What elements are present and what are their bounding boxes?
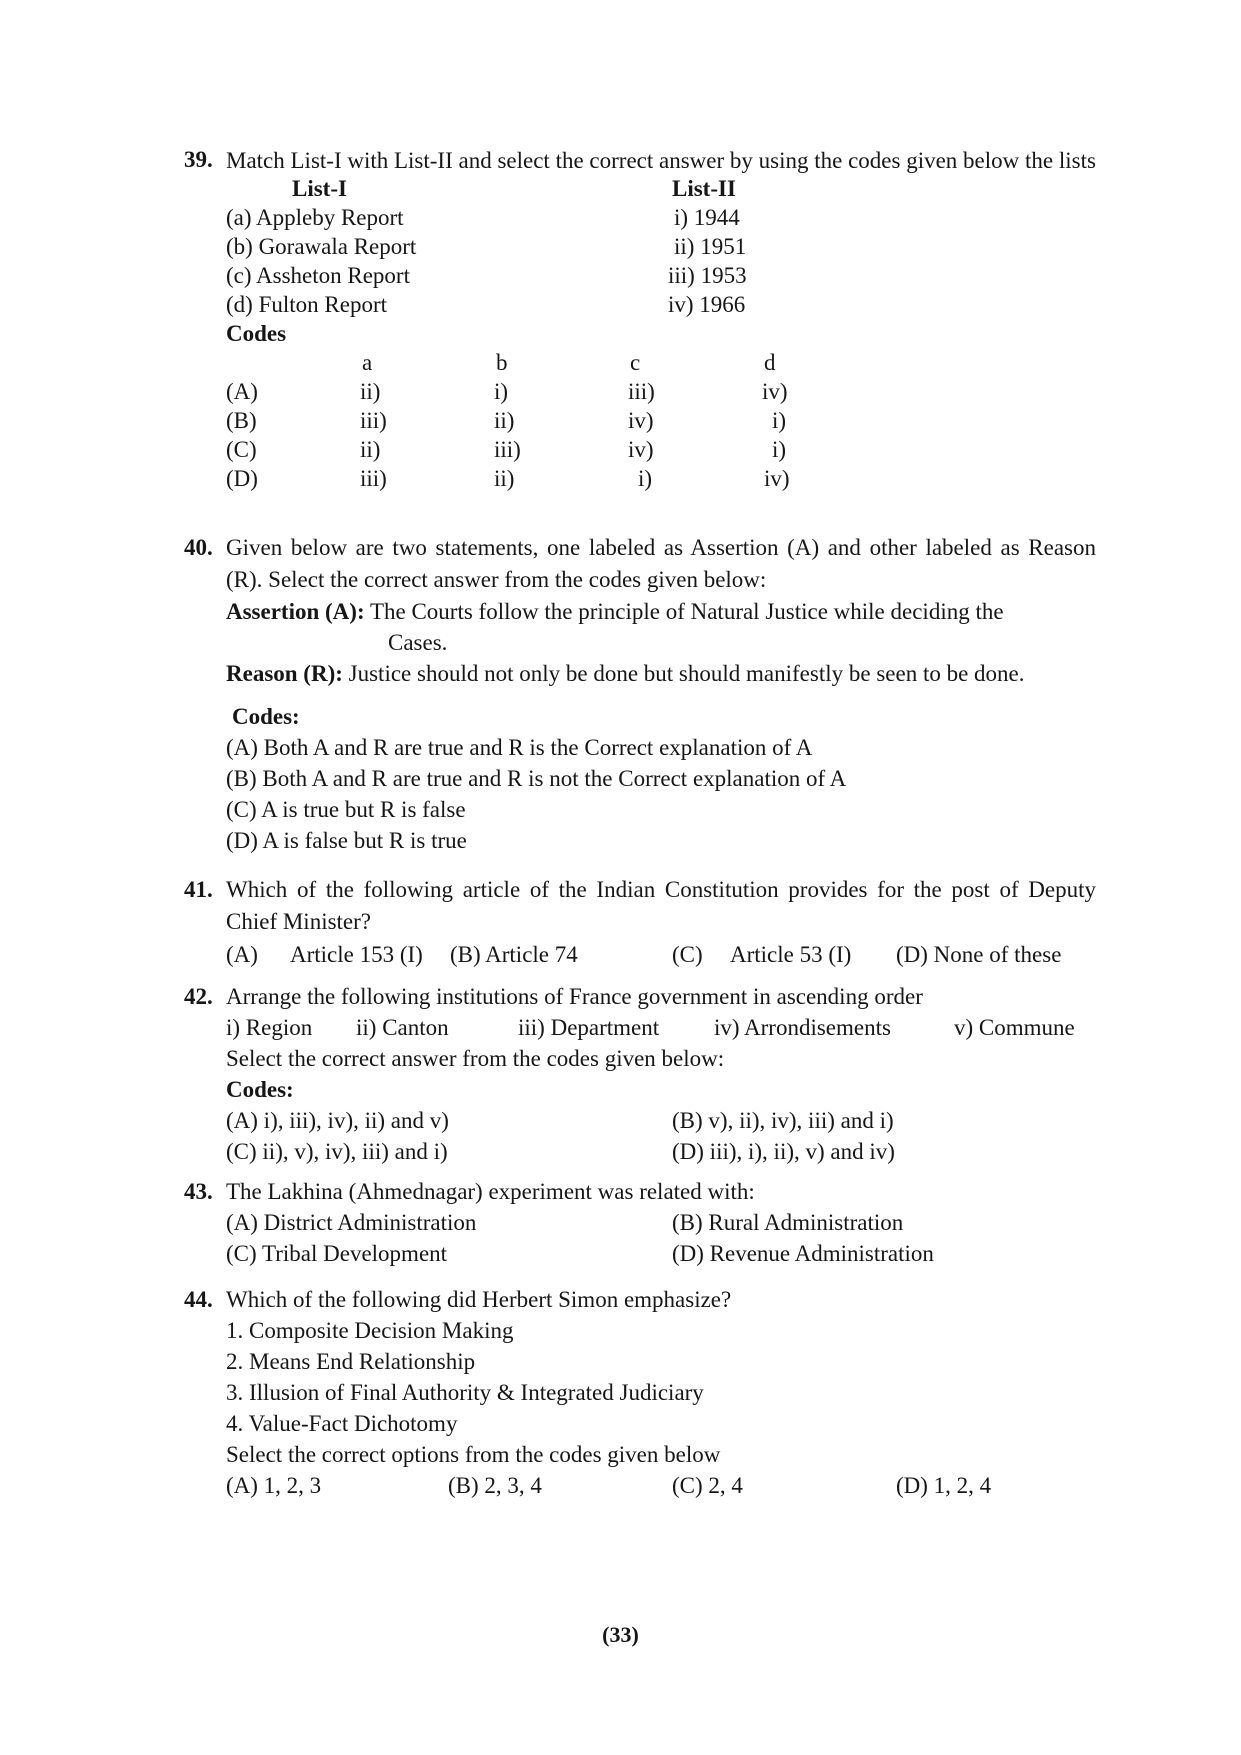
code-option: (C) (226, 437, 257, 462)
code-val: iii) (360, 408, 387, 433)
list1-item: (a) Appleby Report (226, 205, 404, 230)
question-43 (186, 1176, 1096, 1269)
code-col: b (496, 350, 508, 375)
option: (D) 1, 2, 4 (896, 1473, 992, 1498)
question-text: Which of the following article of the Indian Constitution provides for the post of Deputy Chief Minister? (226, 877, 1096, 934)
item: 3. Illusion of Final Authority & Integrated Judiciary (226, 1380, 704, 1405)
option: (A) i), iii), iv), ii) and v) (226, 1108, 449, 1133)
option: (A) District Administration (226, 1210, 477, 1235)
codes-label (226, 319, 1096, 348)
list-row (226, 232, 1096, 261)
options-row (226, 1136, 1096, 1167)
option: (D) iii), i), ii), v) and iv) (672, 1139, 895, 1164)
code-option: (A) (226, 379, 258, 404)
code-val: ii) (494, 466, 515, 491)
list2-item: i) 1944 (674, 205, 740, 230)
question-40 (186, 532, 1096, 856)
question-39 (186, 147, 1096, 493)
question-text: Which of the following did Herbert Simon emphasize? (226, 1287, 732, 1312)
list-row (226, 261, 1096, 290)
code-col: d (764, 350, 776, 375)
code-option: (B) (226, 408, 257, 433)
item: 2. Means End Relationship (226, 1349, 476, 1374)
question-text: The Lakhina (Ahmednagar) experiment was related with: (226, 1179, 755, 1204)
code-col: c (630, 350, 641, 375)
option: (B) 2, 3, 4 (448, 1473, 542, 1498)
options-row (226, 938, 1096, 972)
code-val: iv) (764, 466, 790, 491)
code-val: ii) (494, 408, 515, 433)
list1-item: (b) Gorawala Report (226, 234, 417, 259)
codes-label: Codes: (232, 704, 300, 729)
question-number: 40. (184, 535, 213, 560)
option: (B) v), ii), iv), iii) and i) (672, 1108, 894, 1133)
code-option: (D) (226, 466, 258, 491)
option: (A) (226, 942, 258, 967)
code-col: a (362, 350, 373, 375)
code-val: i) (494, 379, 509, 404)
code-val: i) (638, 466, 653, 491)
question-number: 44. (184, 1287, 213, 1312)
question-number: 39. (184, 147, 213, 172)
code-val: i) (772, 437, 787, 462)
assertion-cont: Cases. (388, 630, 448, 655)
list-row (226, 290, 1096, 319)
option: (C) 2, 4 (672, 1473, 743, 1498)
list1-header: List-I (292, 176, 347, 201)
codes-label-text: Codes (226, 321, 287, 346)
item: v) Commune (954, 1015, 1075, 1040)
question-44 (186, 1284, 1096, 1501)
code-row (226, 377, 1096, 406)
list1-item: (c) Assheton Report (226, 263, 410, 288)
options-row (226, 1105, 1096, 1136)
list-row (226, 203, 1096, 232)
code-val: iv) (628, 408, 654, 433)
list1-item: (d) Fulton Report (226, 292, 387, 317)
code-val: ii) (360, 437, 381, 462)
codes-label: Codes: (226, 1077, 294, 1102)
option: (B) Both A and R are true and R is not the Correct explanation of A (226, 766, 847, 791)
item: 1. Composite Decision Making (226, 1318, 514, 1343)
question-42 (186, 981, 1096, 1167)
option: (B) Rural Administration (672, 1210, 904, 1235)
question-text: Arrange the following institutions of France government in ascending order (226, 984, 923, 1009)
assertion (226, 596, 1096, 627)
code-row (226, 435, 1096, 464)
options-row (226, 1238, 1096, 1269)
question-number: 41. (184, 877, 213, 902)
options-row (226, 1470, 1096, 1501)
page-number: (33) (602, 1622, 639, 1647)
question-number: 43. (184, 1179, 213, 1204)
item: iv) Arrondisements (714, 1015, 891, 1040)
assertion-label: Assertion (A): (226, 599, 365, 624)
code-val: iii) (494, 437, 521, 462)
code-val: i) (772, 408, 787, 433)
assertion-text: The Courts follow the principle of Natural Justice while deciding the (369, 599, 1004, 624)
list2-header: List-II (672, 176, 736, 201)
code-val: ii) (360, 379, 381, 404)
list2-item: iv) 1966 (668, 292, 746, 317)
option: (C) ii), v), iv), iii) and i) (226, 1139, 448, 1164)
option: (C) (672, 942, 703, 967)
question-text: Given below are two statements, one labeled as Assertion (A) and other labeled as Reason (R). Select the correct answer from the codes given below: (226, 535, 1096, 592)
item: 4. Value-Fact Dichotomy (226, 1411, 458, 1436)
option: (B) Article 74 (450, 942, 578, 967)
reason (226, 658, 1096, 689)
code-val: iv) (628, 437, 654, 462)
option: (D) None of these (896, 942, 1062, 967)
code-val: iv) (762, 379, 788, 404)
question-41 (186, 874, 1096, 972)
code-row (226, 464, 1096, 493)
code-val: iii) (628, 379, 655, 404)
code-val: iii) (360, 466, 387, 491)
list2-item: ii) 1951 (674, 234, 747, 259)
option: (C) Tribal Development (226, 1241, 448, 1266)
instruction: Select the correct answer from the codes given below: (226, 1046, 725, 1071)
option: (D) A is false but R is true (226, 828, 467, 853)
code-row (226, 406, 1096, 435)
option: (D) Revenue Administration (672, 1241, 934, 1266)
list2-item: iii) 1953 (668, 263, 747, 288)
option: Article 53 (I) (730, 942, 852, 967)
items-row (226, 1012, 1096, 1043)
option: (A) 1, 2, 3 (226, 1473, 322, 1498)
item: ii) Canton (356, 1015, 449, 1040)
question-number: 42. (184, 984, 213, 1009)
item: i) Region (226, 1015, 313, 1040)
question-text: Match List-I with List-II and select the correct answer by using the codes given below the lists (226, 148, 1096, 173)
reason-label: Reason (R): (226, 661, 343, 686)
codes-header-row (226, 348, 1096, 377)
reason-text: Justice should not only be done but should manifestly be seen to be done. (348, 661, 1025, 686)
options-row (226, 1207, 1096, 1238)
option: (A) Both A and R are true and R is the Correct explanation of A (226, 735, 813, 760)
list-headers (226, 174, 1096, 203)
option: Article 153 (I) (290, 942, 423, 967)
item: iii) Department (518, 1015, 660, 1040)
instruction: Select the correct options from the codes given below (226, 1442, 721, 1467)
option: (C) A is true but R is false (226, 797, 466, 822)
